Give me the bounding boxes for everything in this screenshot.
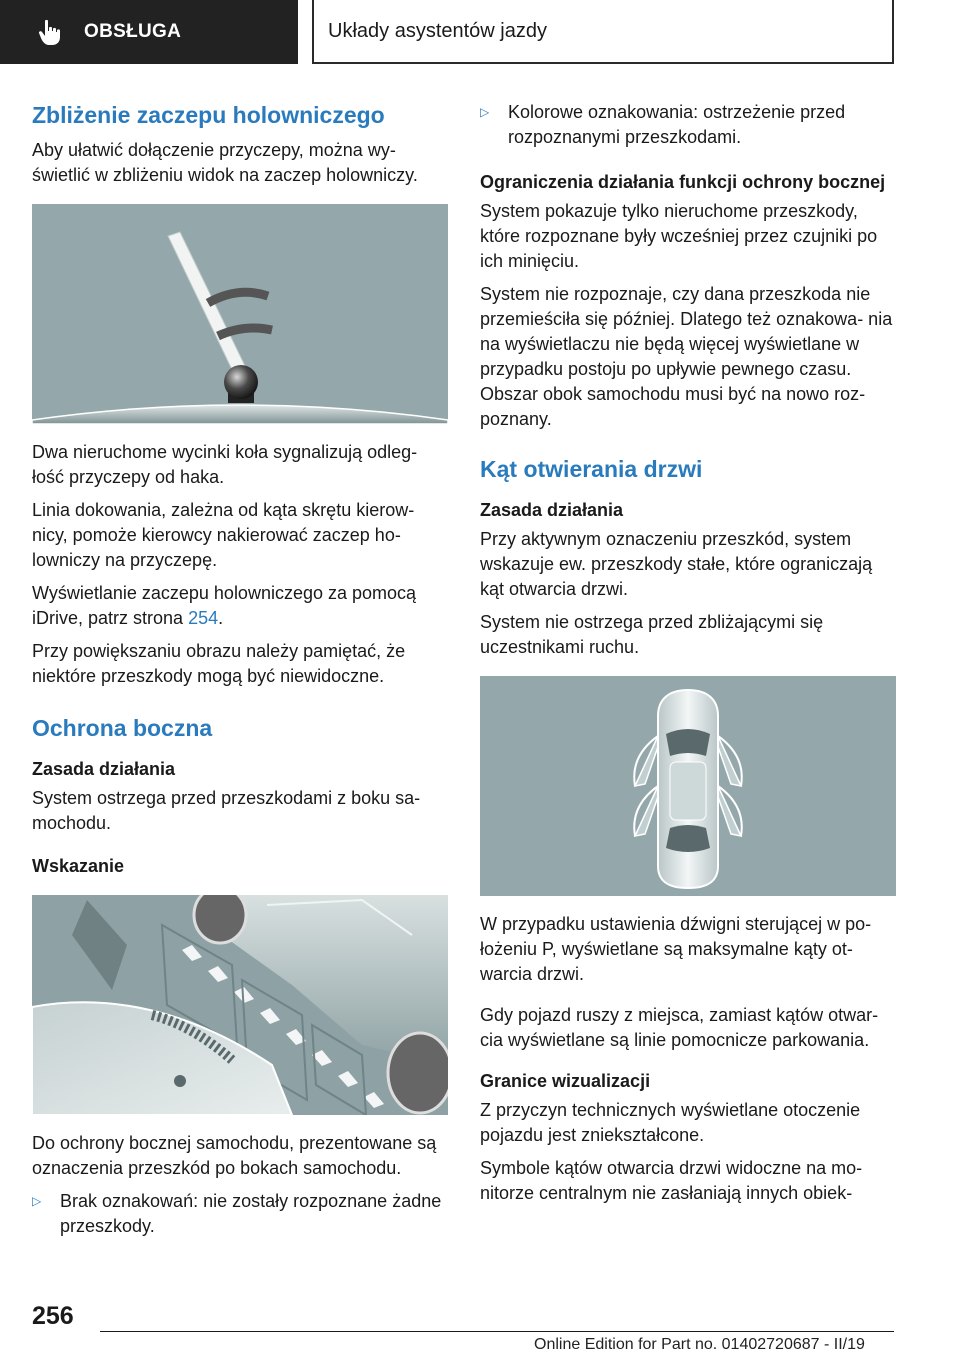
heading-display: Wskazanie: [32, 856, 125, 876]
triangle-right-icon: ▷: [480, 105, 490, 119]
paragraph-obstacle-marks: Do ochrony bocznej samochodu, prezentowane są oznaczenia przeszkód po bokach samochodu.: [32, 1133, 437, 1178]
paragraph-limits-2: System nie rozpoznaje, czy dana przeszkoda nie przemieściła się później. Dlatego też oznakowa- nia na wyświetlaczu nie będą więcej wyświetlane w przypadku postoju po upływie pewnego czasu. Obszar obok samochodu musi być na nowo roz- poznany.: [480, 284, 893, 429]
footer-divider: [100, 1331, 894, 1332]
heading-side-protection: Ochrona boczna: [32, 715, 213, 741]
paragraph-idrive: Wyświetlanie zaczepu holowniczego za pomocą iDrive, patrz strona 254.: [32, 583, 417, 628]
paragraph-limits-1: System pokazuje tylko nieruchome przeszkody, które rozpoznane były wcześniej przez czujniki po ich minięciu.: [480, 201, 878, 271]
paragraph-docking-line: Linia dokowania, zależna od kąta skrętu kierow- nicy, pomoże kierowcy nakierować zaczep ho- lowniczy na przyczepę.: [32, 500, 415, 570]
section-tab: [0, 0, 298, 64]
right-column: [480, 100, 896, 1214]
heading-visualization-limits: Granice wizualizacji: [480, 1071, 651, 1091]
hitch-zoom-figure: [32, 204, 448, 424]
page-header: [0, 0, 960, 66]
paragraph-door-2: System nie ostrzega przed zbliżającymi się uczestnikami ruchu.: [480, 612, 824, 657]
bullet-colored-marks: [480, 100, 896, 150]
side-protection-figure: [32, 895, 448, 1115]
bullet-text: Kolorowe oznakowania: ostrzeżenie przed rozpoznanymi przeszkodami.: [508, 102, 846, 147]
page-link-254[interactable]: 254: [188, 608, 219, 628]
paragraph-move: Gdy pojazd ruszy z miejsca, zamiast kątów otwar- cia wyświetlane są linie pomocnicze parkowania.: [480, 1005, 879, 1050]
chapter-title-box: [312, 0, 894, 64]
paragraph-door-1: Przy aktywnym oznaczeniu przeszkód, system wskazuje ew. przeszkody stałe, które ograniczają kąt otwarcia drzwi.: [480, 529, 873, 599]
paragraph-hitch-zoom: Aby ułatwić dołączenie przyczepy, można wy- świetlić w zbliżeniu widok na zaczep holowniczy.: [32, 140, 418, 185]
paragraph-side-warning: System ostrzega przed przeszkodami z boku sa- mochodu.: [32, 788, 421, 833]
bullet-no-marks: [32, 1189, 448, 1239]
paragraph-vis-2: Symbole kątów otwarcia drzwi widoczne na mo- nitorze centralnym nie zasłaniają innych obiek-: [480, 1158, 863, 1203]
page-number: 256: [32, 1302, 74, 1330]
paragraph-segments: Dwa nieruchome wycinki koła sygnalizują odleg- łość przyczepy od haka.: [32, 442, 418, 487]
chapter-title: Układy asystentów jazdy: [328, 19, 547, 42]
paragraph-zoom-warning: Przy powiększaniu obrazu należy pamiętać, że niektóre przeszkody mogą być niewidoczne.: [32, 641, 406, 686]
door-angle-figure: [480, 676, 896, 896]
heading-door-angle: Kąt otwierania drzwi: [480, 456, 703, 482]
bullet-text: Brak oznakowań: nie zostały rozpoznane żadne przeszkody.: [60, 1191, 442, 1236]
paragraph-park: W przypadku ustawienia dźwigni sterującej w po- łożeniu P, wyświetlane są maksymalne kąty ot- warcia drzwi.: [480, 914, 872, 984]
left-column: [32, 100, 448, 1247]
heading-hitch-zoom: Zbliżenie zaczepu holowniczego: [32, 102, 385, 128]
heading-principle-2: Zasada działania: [480, 500, 624, 520]
heading-principle: Zasada działania: [32, 759, 176, 779]
paragraph-vis-1: Z przyczyn technicznych wyświetlane otoczenie pojazdu jest zniekształcone.: [480, 1100, 861, 1145]
section-label: OBSŁUGA: [84, 21, 182, 42]
footer-edition: Online Edition for Part no. 01402720687 - II/19: [534, 1336, 865, 1353]
triangle-right-icon: ▷: [32, 1194, 42, 1208]
hand-pointer-icon: [36, 17, 66, 47]
heading-limits: Ograniczenia działania funkcji ochrony bocznej: [480, 172, 886, 192]
